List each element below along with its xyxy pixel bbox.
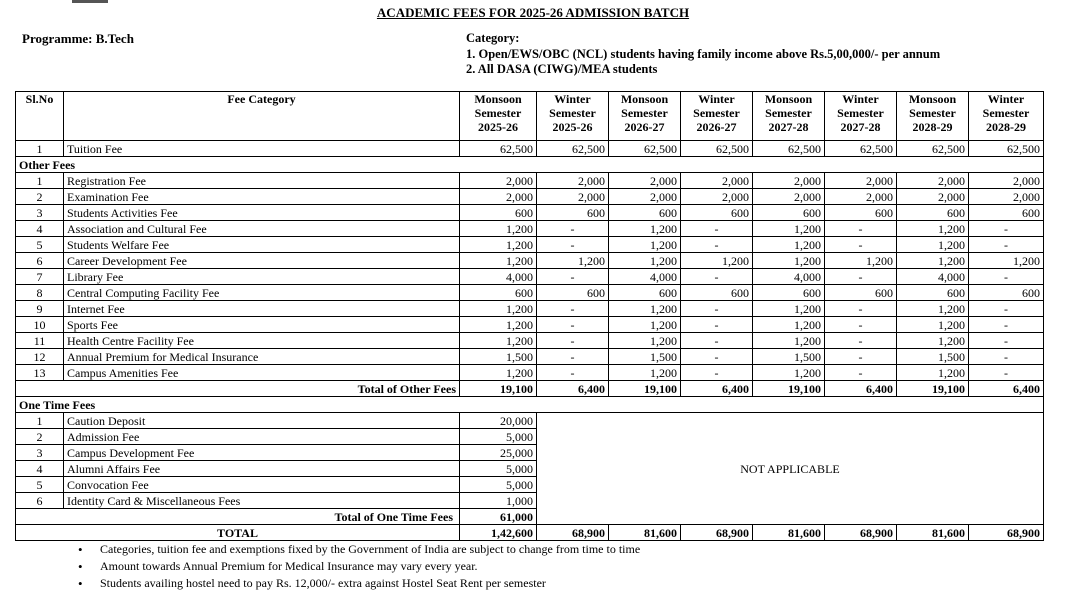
note-item: • Amount towards Annual Premium for Medical Insurance may vary every year. [78, 558, 640, 575]
fee-value-cell: 600 [609, 205, 681, 221]
fee-value-cell: 1,200 [609, 333, 681, 349]
fee-name-cell: Sports Fee [64, 317, 460, 333]
fee-value-cell: 4,000 [753, 269, 825, 285]
fee-value-cell: 1,200 [753, 301, 825, 317]
fee-name-cell: Central Computing Facility Fee [64, 285, 460, 301]
fee-value-cell: 2,000 [537, 189, 609, 205]
total-value-cell: 6,400 [969, 381, 1044, 397]
fee-name-cell: Annual Premium for Medical Insurance [64, 349, 460, 365]
fee-name-cell: Alumni Affairs Fee [64, 461, 460, 477]
fee-value-cell: 600 [897, 285, 969, 301]
fee-value-cell: 600 [969, 205, 1044, 221]
sl-number-cell: 2 [16, 189, 64, 205]
fee-value-cell: - [969, 365, 1044, 381]
fee-value-cell: 1,200 [460, 237, 537, 253]
semester-header: Monsoon Semester 2028-29 [897, 92, 969, 141]
fee-value-cell: 1,200 [753, 253, 825, 269]
sl-number-cell: 5 [16, 477, 64, 493]
fee-table [15, 91, 1044, 541]
fee-value-cell: - [681, 237, 753, 253]
fee-value-cell: 1,200 [753, 317, 825, 333]
category-line-2: 2. All DASA (CIWG)/MEA students [466, 62, 658, 76]
fee-value-cell: 5,000 [460, 461, 537, 477]
fee-value-cell: - [681, 349, 753, 365]
fee-value-cell: 2,000 [969, 173, 1044, 189]
fee-value-cell: 1,500 [609, 349, 681, 365]
fee-value-cell: 1,200 [460, 221, 537, 237]
fee-value-cell: - [537, 237, 609, 253]
semester-header: Winter Semester 2027-28 [825, 92, 897, 141]
sl-header: Sl.No [16, 92, 64, 141]
fee-value-cell: 600 [681, 285, 753, 301]
fee-value-cell: 1,200 [609, 237, 681, 253]
fee-value-cell: 62,500 [681, 141, 753, 157]
fee-value-cell: - [681, 269, 753, 285]
sl-number-cell: 6 [16, 493, 64, 509]
sl-number-cell: 13 [16, 365, 64, 381]
fee-value-cell: 1,200 [681, 253, 753, 269]
fee-value-cell: - [537, 349, 609, 365]
fee-value-cell: - [969, 349, 1044, 365]
total-value-cell: 6,400 [825, 381, 897, 397]
fee-value-cell: 4,000 [460, 269, 537, 285]
table-row [16, 237, 1044, 253]
fee-name-cell: Library Fee [64, 269, 460, 285]
fee-value-cell: - [537, 333, 609, 349]
fee-value-cell: - [825, 349, 897, 365]
table-row [16, 285, 1044, 301]
fee-value-cell: - [969, 301, 1044, 317]
fee-name-cell: Career Development Fee [64, 253, 460, 269]
fee-value-cell: 600 [897, 205, 969, 221]
total-value-cell: 19,100 [460, 381, 537, 397]
sl-number-cell: 4 [16, 461, 64, 477]
fee-value-cell: 1,200 [460, 301, 537, 317]
fee-value-cell: 62,500 [753, 141, 825, 157]
fee-value-cell: 1,200 [897, 317, 969, 333]
fee-value-cell: 62,500 [825, 141, 897, 157]
fee-value-cell: 600 [537, 285, 609, 301]
note-item: • Students availing hostel need to pay Rs. 12,000/- extra against Hostel Seat Rent per semester [78, 575, 640, 592]
fee-value-cell: 4,000 [897, 269, 969, 285]
sl-number-cell: 6 [16, 253, 64, 269]
fee-value-cell: 600 [969, 285, 1044, 301]
category-block [466, 31, 940, 78]
fee-value-cell: 2,000 [825, 189, 897, 205]
fee-table-body [16, 92, 1044, 541]
sl-number-cell: 12 [16, 349, 64, 365]
notes-list [78, 541, 640, 592]
fee-value-cell: 600 [753, 285, 825, 301]
fee-value-cell: 1,200 [969, 253, 1044, 269]
fee-name-cell: Tuition Fee [64, 141, 460, 157]
fee-value-cell: - [537, 301, 609, 317]
fee-value-cell: 1,000 [460, 493, 537, 509]
fee-value-cell: 1,200 [460, 253, 537, 269]
fee-value-cell: 2,000 [825, 173, 897, 189]
fee-value-cell: - [681, 365, 753, 381]
table-row [16, 349, 1044, 365]
fee-value-cell: 600 [609, 285, 681, 301]
category-heading: Category: [466, 31, 520, 45]
fee-value-cell: 2,000 [897, 189, 969, 205]
fee-value-cell: 62,500 [897, 141, 969, 157]
semester-header: Winter Semester 2026-27 [681, 92, 753, 141]
fee-value-cell: 1,200 [825, 253, 897, 269]
fee-name-cell: Admission Fee [64, 429, 460, 445]
fee-value-cell: 1,200 [753, 237, 825, 253]
fee-name-cell: Campus Development Fee [64, 445, 460, 461]
fee-value-cell: 1,200 [897, 365, 969, 381]
fee-value-cell: 2,000 [969, 189, 1044, 205]
fee-name-cell: Examination Fee [64, 189, 460, 205]
fee-value-cell: - [969, 317, 1044, 333]
sl-number-cell: 1 [16, 141, 64, 157]
fee-value-cell: - [969, 269, 1044, 285]
fee-name-cell: Students Activities Fee [64, 205, 460, 221]
sl-number-cell: 3 [16, 205, 64, 221]
semester-header: Winter Semester 2025-26 [537, 92, 609, 141]
table-row [16, 301, 1044, 317]
fee-value-cell: 2,000 [681, 173, 753, 189]
fee-value-cell: - [825, 333, 897, 349]
table-row [16, 221, 1044, 237]
fee-value-cell: 600 [825, 205, 897, 221]
fee-name-cell: Convocation Fee [64, 477, 460, 493]
fee-value-cell: - [537, 317, 609, 333]
fee-value-cell: 2,000 [460, 173, 537, 189]
fee-name-cell: Caution Deposit [64, 413, 460, 429]
programme-label: Programme: B.Tech [22, 31, 134, 46]
fee-value-cell: 1,200 [897, 333, 969, 349]
grand-total-value-cell: 68,900 [681, 525, 753, 541]
fee-value-cell: 1,200 [897, 221, 969, 237]
fee-value-cell: 1,200 [460, 317, 537, 333]
sl-number-cell: 10 [16, 317, 64, 333]
grand-total-row [16, 525, 1044, 541]
sl-number-cell: 3 [16, 445, 64, 461]
note-item: • Categories, tuition fee and exemptions fixed by the Government of India are subject to change from time to time [78, 541, 640, 558]
sl-number-cell: 4 [16, 221, 64, 237]
section-label-one-time-fees: One Time Fees [16, 397, 1044, 413]
fee-value-cell: 2,000 [609, 173, 681, 189]
fee-value-cell: 1,200 [609, 317, 681, 333]
grand-total-value-cell: 68,900 [537, 525, 609, 541]
fee-value-cell: - [537, 269, 609, 285]
fee-value-cell: 1,500 [460, 349, 537, 365]
grand-total-value-cell: 81,600 [753, 525, 825, 541]
fee-value-cell: 25,000 [460, 445, 537, 461]
fee-value-cell: - [681, 317, 753, 333]
page-title [0, 5, 1066, 21]
grand-total-value-cell: 68,900 [969, 525, 1044, 541]
fee-value-cell: 5,000 [460, 477, 537, 493]
fee-value-cell: 1,200 [609, 301, 681, 317]
fee-value-cell: 2,000 [609, 189, 681, 205]
page-title-text: ACADEMIC FEES FOR 2025-26 ADMISSION BATCH [376, 5, 690, 20]
fee-value-cell: 4,000 [609, 269, 681, 285]
fee-value-cell: 600 [825, 285, 897, 301]
fee-value-cell: 1,200 [609, 221, 681, 237]
table-row [16, 189, 1044, 205]
header-row [16, 92, 1044, 141]
tuition-row [16, 141, 1044, 157]
fee-value-cell: - [969, 333, 1044, 349]
total-value-cell: 19,100 [609, 381, 681, 397]
fee-value-cell: - [537, 365, 609, 381]
grand-total-value-cell: 81,600 [609, 525, 681, 541]
section-label-other-fees: Other Fees [16, 157, 1044, 173]
top-edge-mark [72, 0, 108, 3]
grand-total-value-cell: 1,42,600 [460, 525, 537, 541]
fee-value-cell: 1,200 [460, 333, 537, 349]
fee-value-cell: 1,200 [897, 253, 969, 269]
sl-number-cell: 1 [16, 413, 64, 429]
fee-value-cell: 1,200 [753, 333, 825, 349]
sl-number-cell: 1 [16, 173, 64, 189]
table-row [16, 365, 1044, 381]
table-row [16, 269, 1044, 285]
fee-value-cell: 1,200 [897, 237, 969, 253]
fee-value-cell: 5,000 [460, 429, 537, 445]
fee-value-cell: 600 [537, 205, 609, 221]
table-row [16, 205, 1044, 221]
fee-value-cell: 600 [460, 285, 537, 301]
total-value-cell: 19,100 [897, 381, 969, 397]
section-header-row [16, 397, 1044, 413]
fee-value-cell: 600 [681, 205, 753, 221]
fee-value-cell: 1,200 [609, 365, 681, 381]
fee-value-cell: 2,000 [897, 173, 969, 189]
total-value-cell: 19,100 [753, 381, 825, 397]
fee-name-cell: Registration Fee [64, 173, 460, 189]
fee-value-cell: 1,200 [753, 221, 825, 237]
fee-value-cell: 1,500 [753, 349, 825, 365]
fee-value-cell: 62,500 [969, 141, 1044, 157]
semester-header: Winter Semester 2028-29 [969, 92, 1044, 141]
fee-value-cell: - [825, 365, 897, 381]
semester-header: Monsoon Semester 2025-26 [460, 92, 537, 141]
table-row [16, 413, 1044, 429]
fee-value-cell: 1,500 [897, 349, 969, 365]
table-row [16, 173, 1044, 189]
fee-category-header: Fee Category [64, 92, 460, 141]
fee-value-cell: - [681, 333, 753, 349]
table-row [16, 333, 1044, 349]
grand-total-value-cell: 81,600 [897, 525, 969, 541]
total-value-cell: 6,400 [537, 381, 609, 397]
grand-total-label: TOTAL [16, 525, 460, 541]
fee-value-cell: 2,000 [537, 173, 609, 189]
fee-name-cell: Association and Cultural Fee [64, 221, 460, 237]
semester-header: Monsoon Semester 2027-28 [753, 92, 825, 141]
fee-value-cell: - [969, 237, 1044, 253]
total-one-time-fees-label: Total of One Time Fees [16, 509, 460, 525]
category-line-1: 1. Open/EWS/OBC (NCL) students having family income above Rs.5,00,000/- per annum [466, 46, 941, 61]
fee-name-cell: Identity Card & Miscellaneous Fees [64, 493, 460, 509]
fee-value-cell: - [681, 301, 753, 317]
fee-value-cell: 2,000 [460, 189, 537, 205]
fee-name-cell: Internet Fee [64, 301, 460, 317]
fee-value-cell: 1,200 [537, 253, 609, 269]
sl-number-cell: 5 [16, 237, 64, 253]
table-row [16, 253, 1044, 269]
grand-total-value-cell: 68,900 [825, 525, 897, 541]
fee-value-cell: 1,200 [753, 365, 825, 381]
total-value-cell: 6,400 [681, 381, 753, 397]
total-value-cell: 61,000 [460, 509, 537, 525]
fee-value-cell: - [825, 221, 897, 237]
fee-name-cell: Health Centre Facility Fee [64, 333, 460, 349]
fee-value-cell: - [825, 237, 897, 253]
fee-value-cell: 62,500 [460, 141, 537, 157]
fee-value-cell: 2,000 [753, 189, 825, 205]
fee-value-cell: 62,500 [609, 141, 681, 157]
fee-value-cell: 62,500 [537, 141, 609, 157]
fee-name-cell: Campus Amenities Fee [64, 365, 460, 381]
section-header-row [16, 157, 1044, 173]
sl-number-cell: 7 [16, 269, 64, 285]
sl-number-cell: 2 [16, 429, 64, 445]
fee-value-cell: - [825, 269, 897, 285]
fee-value-cell: 600 [460, 205, 537, 221]
fee-value-cell: 2,000 [681, 189, 753, 205]
fee-value-cell: 1,200 [609, 253, 681, 269]
sl-number-cell: 9 [16, 301, 64, 317]
table-row [16, 317, 1044, 333]
fee-value-cell: 1,200 [460, 365, 537, 381]
total-other-fees-row [16, 381, 1044, 397]
fee-value-cell: - [825, 317, 897, 333]
semester-header: Monsoon Semester 2026-27 [609, 92, 681, 141]
fee-value-cell: 20,000 [460, 413, 537, 429]
fee-value-cell: - [825, 301, 897, 317]
fee-value-cell: - [681, 221, 753, 237]
fee-value-cell: 600 [753, 205, 825, 221]
fee-value-cell: - [969, 221, 1044, 237]
total-other-fees-label: Total of Other Fees [16, 381, 460, 397]
fee-value-cell: 1,200 [897, 301, 969, 317]
not-applicable-cell: NOT APPLICABLE [537, 413, 1044, 525]
fee-value-cell: - [537, 221, 609, 237]
fee-value-cell: 2,000 [753, 173, 825, 189]
fee-name-cell: Students Welfare Fee [64, 237, 460, 253]
sl-number-cell: 11 [16, 333, 64, 349]
sl-number-cell: 8 [16, 285, 64, 301]
